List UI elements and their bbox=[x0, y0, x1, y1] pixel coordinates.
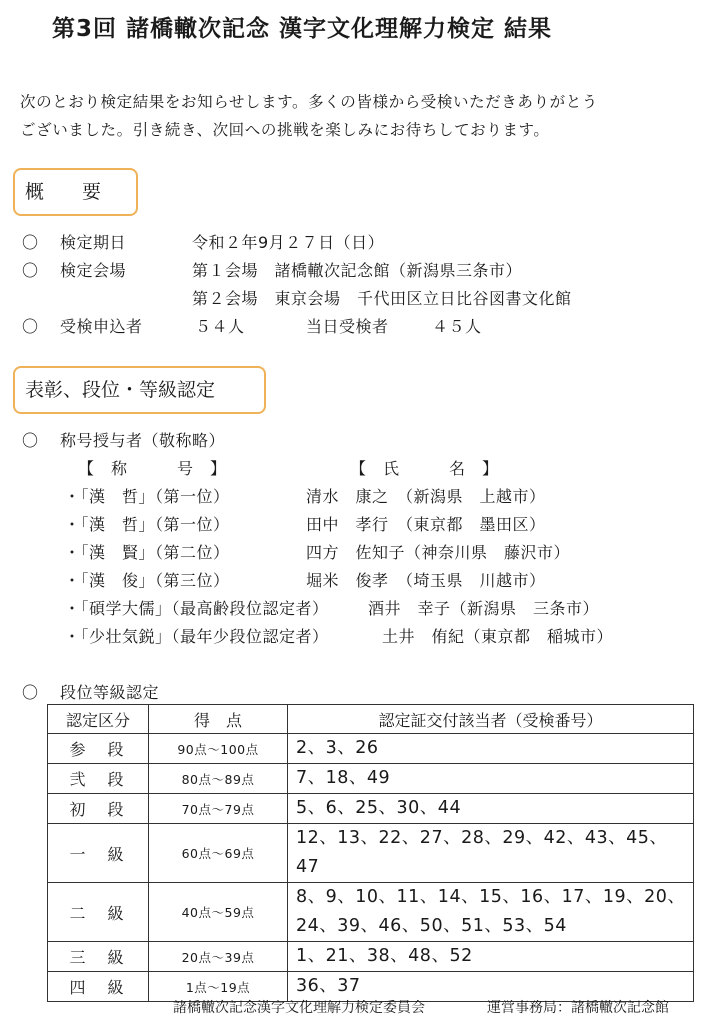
award-name: 田中 孝行 （東京都 墨田区） bbox=[306, 515, 546, 534]
award-name: 四方 佐知子（神奈川県 藤沢市） bbox=[306, 543, 571, 562]
award-title: ・「漢 俊」（第三位） bbox=[64, 571, 230, 590]
grade-numbers: 1、21、38、48、52 bbox=[288, 942, 694, 972]
examinees-label: 当日受検者 bbox=[306, 317, 389, 336]
footer-committee: 諸橋轍次記念漢字文化理解力検定委員会 bbox=[173, 1000, 425, 1016]
overview-heading: 概 要 bbox=[25, 181, 102, 203]
grade-numbers: 2、3、26 bbox=[288, 734, 694, 764]
table-row bbox=[48, 734, 694, 764]
grade-points: 90点〜100点 bbox=[149, 734, 288, 764]
header-category: 認定区分 bbox=[48, 705, 149, 734]
grade-numbers: 7、18、49 bbox=[288, 764, 694, 794]
grade-points: 20点〜39点 bbox=[149, 942, 288, 972]
page-title: 第3回 諸橋轍次記念 漢字文化理解力検定 結果 bbox=[52, 16, 553, 42]
award-title: ・「少壮気鋭」（最年少段位認定者） bbox=[64, 627, 329, 646]
grade-category: 三 級 bbox=[48, 942, 149, 972]
intro-line-1: 次のとおり検定結果をお知らせします。多くの皆様から受検いただきありがとう bbox=[20, 93, 598, 111]
grade-numbers: 36、37 bbox=[288, 972, 694, 1002]
applicants-value: ５４人 bbox=[195, 317, 245, 336]
table-row bbox=[48, 764, 694, 794]
overview-heading-box bbox=[13, 168, 138, 216]
date-label: 検定期日 bbox=[60, 233, 127, 252]
table-row bbox=[48, 794, 694, 824]
grade-category: 一 級 bbox=[48, 824, 149, 883]
awards-title-label: 称号授与者（敬称略） bbox=[60, 431, 226, 450]
col-header-title: 【 称 号 】 bbox=[78, 459, 227, 478]
header-points: 得 点 bbox=[149, 705, 288, 734]
bullet-icon: 〇 bbox=[22, 261, 39, 280]
grades-table bbox=[47, 704, 694, 1002]
grade-points: 1点〜19点 bbox=[149, 972, 288, 1002]
awards-heading: 表彰、段位・等級認定 bbox=[25, 379, 216, 401]
intro-line-2: ございました。引き続き、次回への挑戦を楽しみにお待ちしております。 bbox=[20, 121, 550, 139]
table-row bbox=[48, 824, 694, 883]
footer-office: 運営事務局：諸橋轍次記念館 bbox=[487, 1000, 669, 1016]
grade-category: 四 級 bbox=[48, 972, 149, 1002]
grades-label: 段位等級認定 bbox=[60, 683, 160, 702]
grade-numbers: 5、6、25、30、44 bbox=[288, 794, 694, 824]
table-row bbox=[48, 883, 694, 942]
col-header-name: 【 氏 名 】 bbox=[350, 459, 499, 478]
grade-points: 70点〜79点 bbox=[149, 794, 288, 824]
award-name: 堀米 俊孝 （埼玉県 川越市） bbox=[306, 571, 546, 590]
grade-category: 参 段 bbox=[48, 734, 149, 764]
award-title: ・「漢 賢」（第二位） bbox=[64, 543, 230, 562]
award-name: 酒井 幸子（新潟県 三条市） bbox=[368, 599, 600, 618]
grade-numbers: 12、13、22、27、28、29、42、43、45、47 bbox=[288, 824, 694, 883]
table-row bbox=[48, 942, 694, 972]
grade-category: 弐 段 bbox=[48, 764, 149, 794]
venue-label: 検定会場 bbox=[60, 261, 127, 280]
award-name: 清水 康之 （新潟県 上越市） bbox=[306, 487, 546, 506]
award-title: ・「漢 哲」（第一位） bbox=[64, 487, 230, 506]
examinees-value: ４５人 bbox=[432, 317, 482, 336]
venue-2: 第２会場 東京会場 千代田区立日比谷図書文化館 bbox=[192, 289, 572, 308]
award-title: ・「漢 哲」（第一位） bbox=[64, 515, 230, 534]
bullet-icon: 〇 bbox=[22, 683, 39, 702]
bullet-icon: 〇 bbox=[22, 233, 39, 252]
header-numbers: 認定証交付該当者（受検番号） bbox=[288, 705, 694, 734]
award-name: 土井 侑紀（東京都 稲城市） bbox=[382, 627, 614, 646]
date-value: 令和２年9月２７日（日） bbox=[192, 233, 385, 252]
grade-category: 初 段 bbox=[48, 794, 149, 824]
venue-1: 第１会場 諸橋轍次記念館（新潟県三条市） bbox=[192, 261, 523, 280]
bullet-icon: 〇 bbox=[22, 431, 39, 450]
grade-category: 二 級 bbox=[48, 883, 149, 942]
grade-points: 60点〜69点 bbox=[149, 824, 288, 883]
awards-heading-box bbox=[13, 366, 266, 414]
grade-points: 40点〜59点 bbox=[149, 883, 288, 942]
grade-numbers: 8、9、10、11、14、15、16、17、19、20、24、39、46、50、51、53、54 bbox=[288, 883, 694, 942]
applicants-label: 受検申込者 bbox=[60, 317, 143, 336]
award-title: ・「碩学大儒」（最高齢段位認定者） bbox=[64, 599, 329, 618]
bullet-icon: 〇 bbox=[22, 317, 39, 336]
table-header-row bbox=[48, 705, 694, 734]
grade-points: 80点〜89点 bbox=[149, 764, 288, 794]
